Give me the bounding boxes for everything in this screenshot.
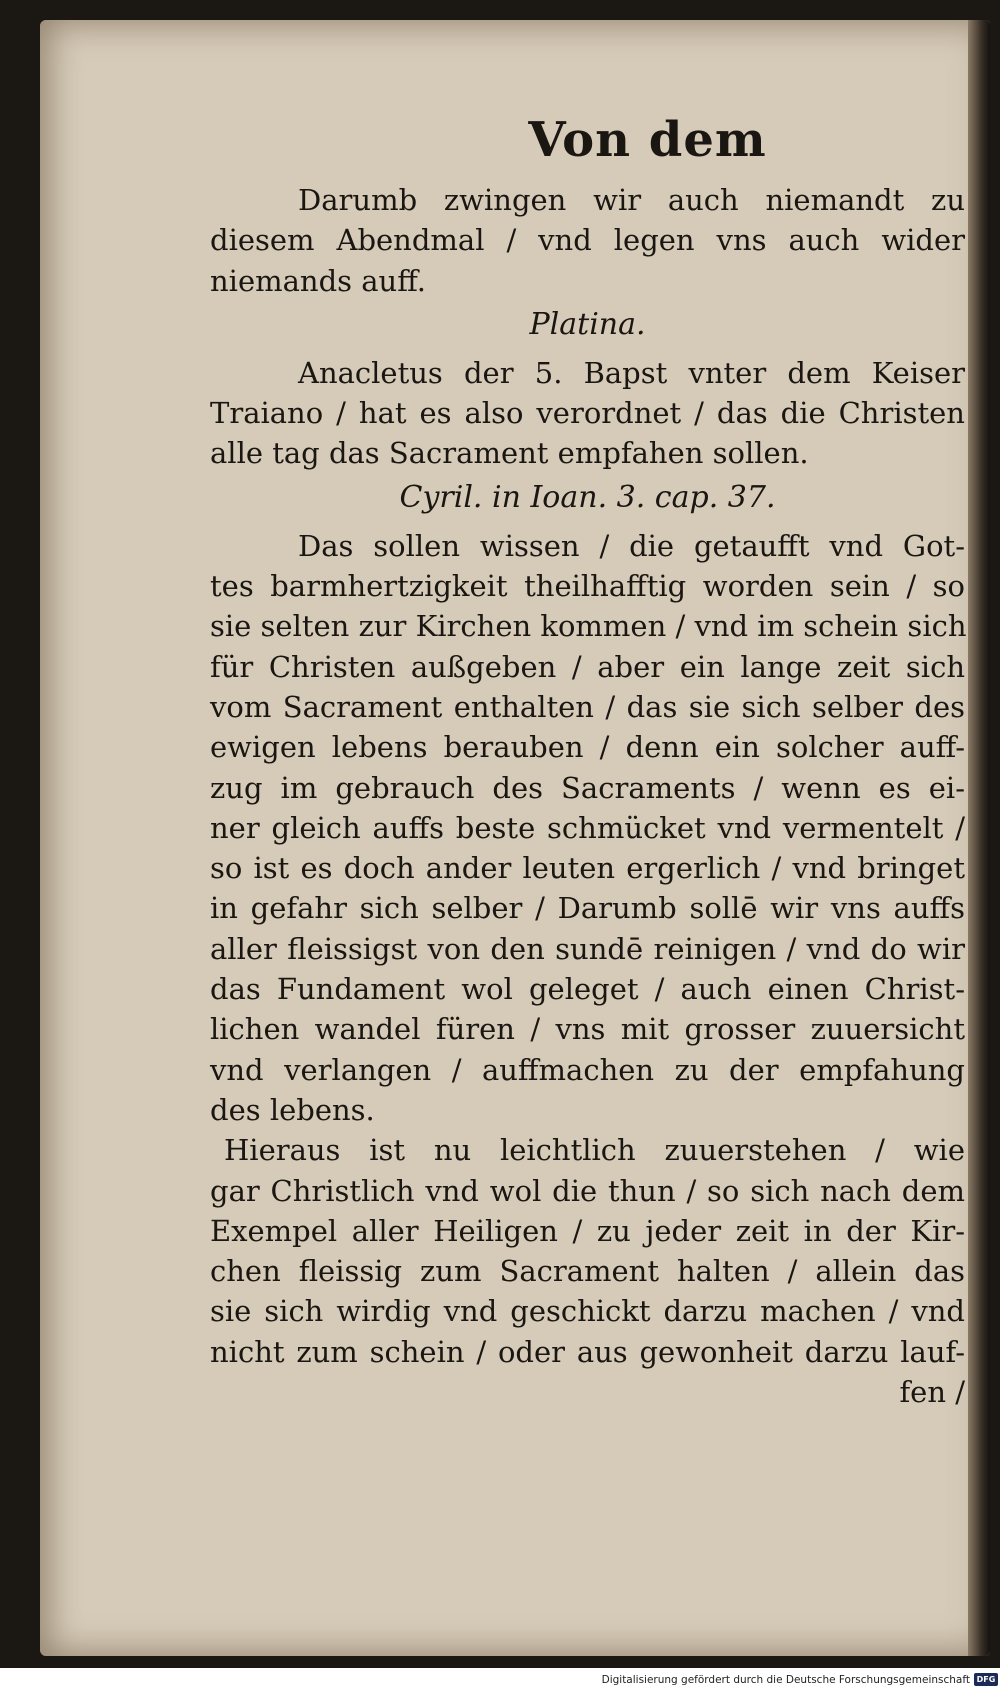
- text-line: zug im gebrauch des Sacraments / wenn es ei-: [210, 770, 965, 805]
- paragraph-4: [210, 1130, 965, 1372]
- book-spine: [968, 20, 990, 1656]
- text-line: Anacletus der 5. Bapst vnter dem Keiser: [298, 355, 965, 390]
- text-line: vnd verlangen / auffmachen zu der empfahung: [210, 1052, 965, 1087]
- text-line: niemands auff.: [210, 263, 426, 298]
- text-line: lichen wandel füren / vns mit grosser zuuersicht: [210, 1012, 965, 1047]
- source-caption-cyril: Cyril. in Ioan. 3. cap. 37.: [399, 479, 776, 515]
- source-caption-platina: Platina.: [529, 306, 646, 342]
- catchword: fen /: [899, 1375, 965, 1410]
- paragraph-3: [210, 526, 965, 1130]
- text-line: sie selten zur Kirchen kommen / vnd im schein sich: [210, 609, 967, 644]
- running-head: Von dem: [528, 112, 767, 168]
- text-line: tes barmhertzigkeit theilhafftig worden sein / so: [210, 569, 965, 604]
- text-line: vom Sacrament enthalten / das sie sich selber des: [210, 689, 965, 724]
- text-line: ner gleich auffs beste schmücket vnd vermentelt /: [210, 810, 965, 845]
- text-line: für Christen außgeben / aber ein lange zeit sich: [210, 649, 965, 684]
- text-line: nicht zum schein / oder aus gewonheit darzu lauf-: [210, 1334, 965, 1369]
- text-line: das Fundament wol geleget / auch einen Christ-: [210, 972, 965, 1007]
- text-line: alle tag das Sacrament empfahen sollen.: [210, 436, 809, 471]
- dfg-logo-icon: DFG: [974, 1673, 998, 1686]
- text-line: sie sich wirdig vnd geschickt darzu machen / vnd: [210, 1294, 965, 1329]
- footer-credit: Digitalisierung gefördert durch die Deutsche Forschungsgemeinschaft: [601, 1674, 970, 1686]
- text-line: chen fleissig zum Sacrament halten / allein das: [210, 1254, 965, 1289]
- footer-bar: [0, 1668, 1000, 1692]
- text-line: so ist es doch ander leuten ergerlich / vnd bringet: [210, 851, 965, 886]
- text-line: aller fleissigst von den sundē reinigen / vnd do wir: [210, 931, 965, 966]
- text-line: ewigen lebens berauben / denn ein solcher auff-: [210, 730, 965, 765]
- text-line: Hieraus ist nu leichtlich zuuerstehen / wie: [224, 1133, 965, 1168]
- text-line: Darumb zwingen wir auch niemandt zu: [298, 183, 965, 217]
- text-line: Traiano / hat es also verordnet / das die Christen: [210, 396, 965, 431]
- text-line: in gefahr sich selber / Darumb sollē wir vns auffs: [210, 891, 965, 926]
- text-line: des lebens.: [210, 1092, 375, 1127]
- paragraph-1: [210, 180, 965, 301]
- text-line: diesem Abendmal / vnd legen vns auch wider: [210, 223, 965, 258]
- paragraph-2: [210, 353, 965, 474]
- text-line: Exempel aller Heiligen / zu jeder zeit in der Kir-: [210, 1213, 965, 1248]
- text-line: Das sollen wissen / die getaufft vnd Got-: [298, 528, 965, 563]
- page-text: [210, 100, 965, 1412]
- text-line: gar Christlich vnd wol die thun / so sich nach dem: [210, 1173, 965, 1208]
